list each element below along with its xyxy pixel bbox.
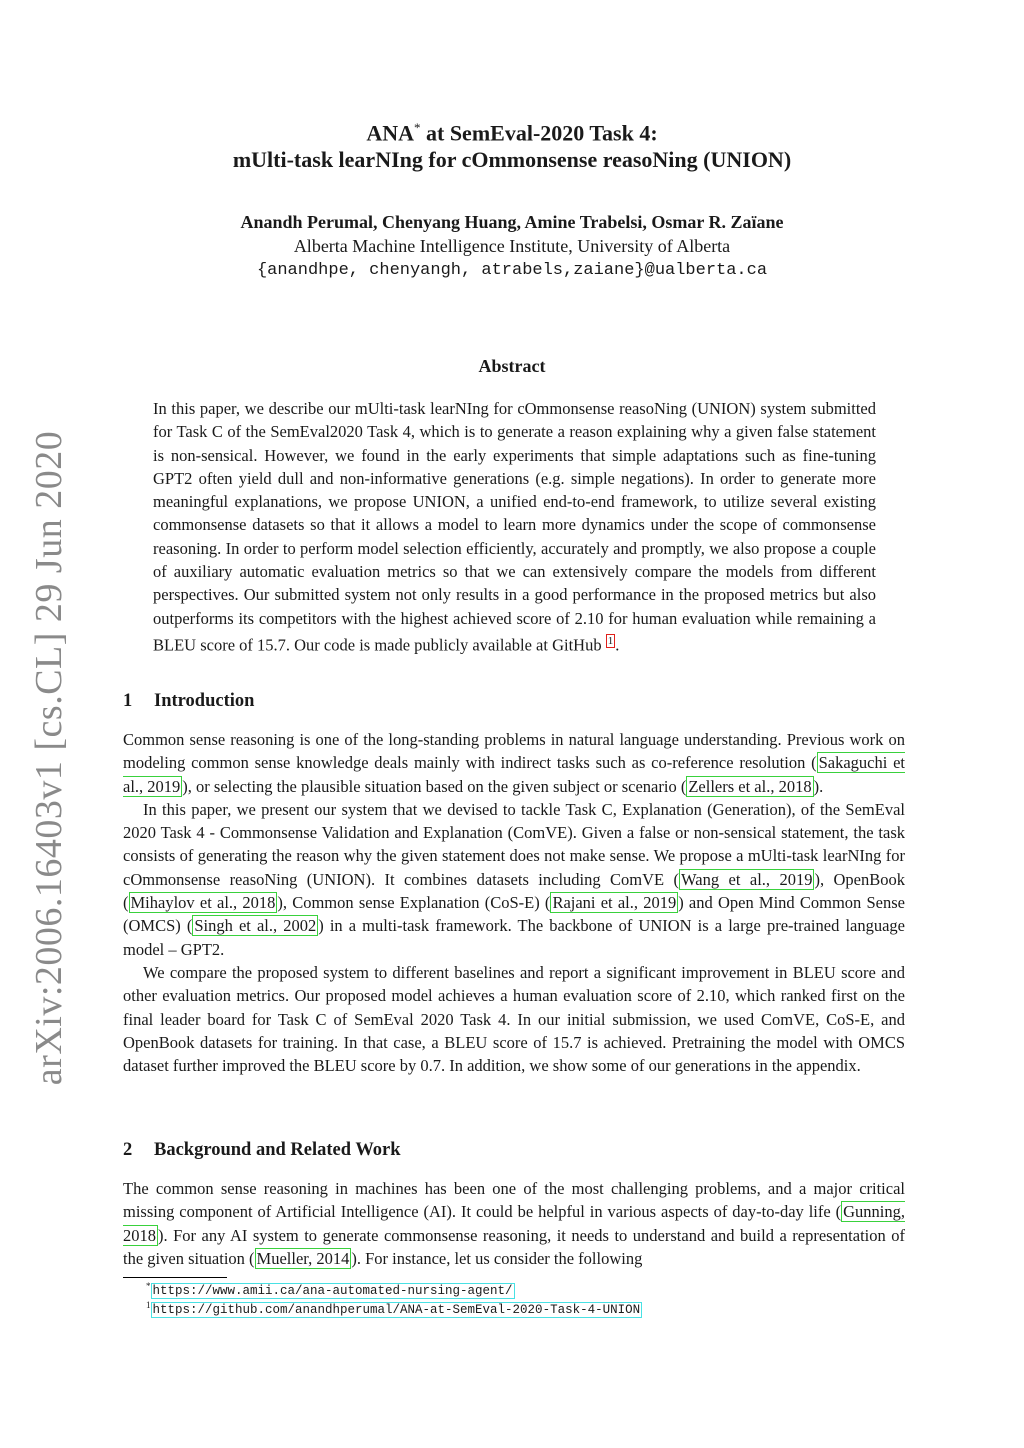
paper-title-line-2: mUlti-task learNIng for cOmmonsense reasoNing (UNION) [232, 147, 792, 172]
intro-paragraph-2: In this paper, we present our system that we devised to tackle Task C, Explanation (Generation), of the SemEval 2020 Task 4 - Commonsense Validation and Explanation (ComVE). Given a false or non-sensical statement, the task consists of generating the reason why the given statement does not make sense. We propose a mUlti-task learNIng for cOmmonsense reasoNing (UNION). It combines datasets including ComVE ( Wang et al., 2019 ), OpenBook ( Mihaylov et al., 2018 ), Common sense Explanation (CoS-E) ( Rajani et al., 2019 ) and Open Mind Common Sense (OMCS) ( Singh et al., 2002 ) in a multi-task framework. The backbone of UNION is a large pre-trained language model – GPT2. [123, 799, 906, 959]
intro-paragraph-3: We compare the proposed system to different baselines and report a significant improvement in BLEU score and other evaluation metrics. Our proposed model achieves a human evaluation score of 2.10, which ranked first on the final leader board for Task C of SemEval 2020 Task 4. In our initial submission, we used ComVE, CoS-E, and OpenBook datasets for training. In that case, a BLEU score of 15.7 is achieved. Pretraining the model with OMCS dataset further improved the BLEU score by 0.7. In addition, we show some of our generations in the appendix. [123, 962, 905, 1076]
author-names: Anandh Perumal, Chenyang Huang, Amine Trabelsi, Osmar R. Zaïane [240, 212, 784, 232]
arxiv-identifier: arXiv:2006.16403v1 [cs.CL] 29 Jun 2020 [28, 430, 71, 1086]
footnote-link-1[interactable]: 1 [607, 634, 614, 647]
citation-wang[interactable]: Wang et al., 2019 [681, 869, 813, 889]
footnote-divider [123, 1277, 227, 1278]
citation-sakaguchi[interactable]: Sakaguchi et al., 2019 [123, 753, 906, 796]
section-heading-background: 2 Background and Related Work [123, 1140, 401, 1160]
intro-paragraph-1: Common sense reasoning is one of the long-standing problems in natural language understanding. Previous work on modeling common sense knowledge deals mainly with indirect tasks such as co-reference resolution ( Sakaguchi et al., 2019 ), or selecting the plausible situation based on the given subject or scenario ( Zellers et al., 2018 ). [123, 730, 906, 796]
citation-mueller[interactable]: Mueller, 2014 [256, 1248, 350, 1268]
citation-zellers[interactable]: Zellers et al., 2018 [688, 776, 812, 796]
footnote-1: * https://www.amii.ca/ana-automated-nursing-agent/ [146, 1281, 513, 1299]
citation-gunning[interactable]: Gunning, 2018 [123, 1202, 905, 1245]
citation-singh[interactable]: Singh et al., 2002 [194, 916, 317, 936]
background-body [123, 1177, 905, 1270]
section-heading-introduction: 1 Introduction [123, 691, 255, 711]
citation-mihaylov[interactable]: Mihaylov et al., 2018 [130, 893, 276, 913]
footnote-2: $^1$ https://github.com/anandhperumal/ANA-at-SemEval-2020-Task-4-UNION [146, 1300, 641, 1318]
citation-rajani[interactable]: Rajani et al., 2019 [552, 893, 677, 913]
author-affiliation: Alberta Machine Intelligence Institute, University of Alberta [293, 236, 731, 256]
abstract-heading: Abstract [478, 356, 546, 376]
paper-title-line-1: ANA* at SemEval-2020 Task 4: [366, 120, 658, 146]
footnote-url-github[interactable]: https://github.com/anandhperumal/ANA-at-SemEval-2020-Task-4-UNION [152, 1303, 641, 1318]
background-paragraph-1: The common sense reasoning in machines has been one of the most challenging problems, and a major critical missing component of Artificial Intelligence (AI). It could be helpful in various aspects of day-to-day life ( Gunning, 2018 ). For any AI system to generate commonsense reasoning, it needs to understand and build a representation of the given situation ( Mueller, 2014 ). For instance, let us consider the following [123, 1179, 905, 1268]
abstract-text: In this paper, we describe our mUlti-task learNIng for cOmmonsense reasoNing (UNION) system submitted for Task C of the SemEval2020 Task 4, which is to generate a reason explaining why a given false statement is non-sensical. However, we found in the early experiments that simple adaptations such as fine-tuning GPT2 often yield dull and non-informative generations (e.g. simple negations). In order to generate more meaningful explanations, we propose UNION, a unified end-to-end framework, to utilize several existing commonsense datasets so that it allows a model to learn more dynamics under the scope of commonsense reasoning. In order to perform model selection efficiently, accurately and promptly, we also propose a couple of auxiliary automatic evaluation metrics so that we can extensively compare the models from different perspectives. Our submitted system not only results in a good performance in the proposed metrics but also outperforms its competitors with the highest achieved score of 2.10 for human evaluation while remaining a BLEU score of 15.7. Our code is made publicly available at GitHub $^1$ . [153, 399, 876, 655]
footnote-url-amii[interactable]: https://www.amii.ca/ana-automated-nursing-agent/ [152, 1284, 513, 1299]
introduction-body [123, 728, 905, 1077]
title-footnote-mark: * [414, 120, 421, 135]
author-emails: {anandhpe, chenyangh, atrabels,zaiane}@ualberta.ca [256, 261, 768, 280]
